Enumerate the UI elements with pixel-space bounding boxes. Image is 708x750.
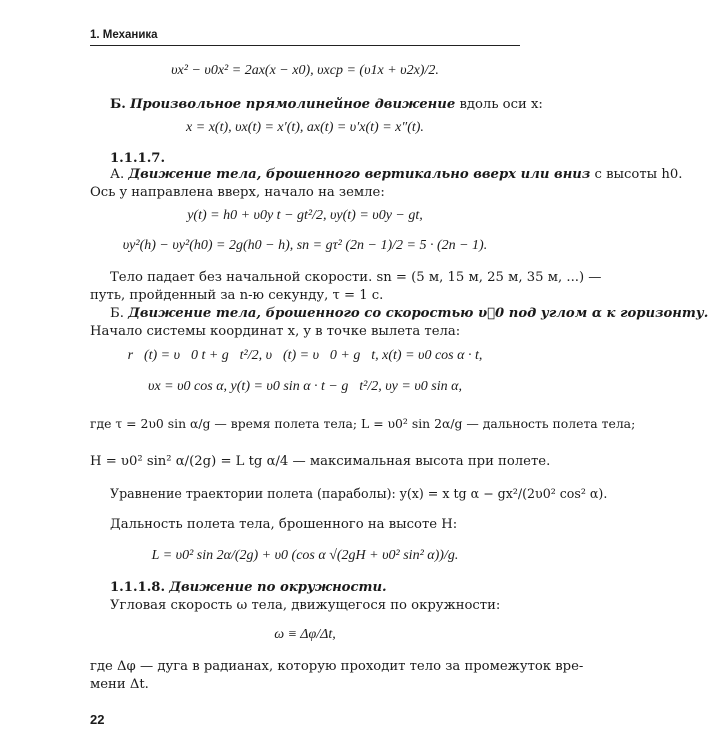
page-number: 22 xyxy=(90,712,105,727)
axis-direction-line: Ось y направлена вверх, начало на земле: xyxy=(90,185,385,200)
arc-definition-line-2: мени Δt. xyxy=(90,677,149,692)
vertical-throw-title: Движение тела, брошенного вертикально вверх или вниз xyxy=(128,167,591,182)
chapter-header: 1. Механика xyxy=(90,29,520,46)
formula-projectile-components: υx = υ0 cos α, y(t) = υ0 sin α · t − g⃗t²/2, υy = υ0 sin α, xyxy=(148,379,462,394)
range-height-line: Дальность полета тела, брошенного на высоте H: xyxy=(110,517,458,532)
formula-range-from-height: L = υ0² sin 2α/(2g) + υ0 (cos α √(2gH + υ0² sin² α))/g. xyxy=(151,548,459,563)
formula-angular-velocity: ω ≡ Δφ/Δt, xyxy=(274,627,336,642)
formula-vertical-velocity: υy²(h) − υy²(h0) = 2g(h0 − h), sn = gτ² (2n − 1)/2 = 5 · (2n − 1). xyxy=(122,238,488,253)
label-b: Б. xyxy=(110,97,126,112)
arbitrary-motion-rest: вдоль оси x: xyxy=(459,97,543,112)
formula-vertical-position: y(t) = h0 + υ0y t − gt²/2, υy(t) = υ0y − gt, xyxy=(187,208,423,223)
section-1-1-1-8-number: 1.1.1.8. xyxy=(110,580,166,595)
formula-derivatives: x = x(t), υx(t) = x′(t), ax(t) = υ′x(t) = x″(t). xyxy=(186,120,424,135)
free-fall-line-1: Тело падает без начальной скорости. sn = (5 м, 15 м, 25 м, 35 м, ...) — xyxy=(110,270,602,285)
section-1-1-1-8-title: Движение по окружности. xyxy=(169,580,387,595)
paragraph-arbitrary-motion xyxy=(90,96,543,114)
free-fall-line-2: путь, пройденный за n-ю секунду, τ = 1 с. xyxy=(90,288,384,303)
arbitrary-motion-title: Произвольное прямолинейное движение xyxy=(130,97,456,112)
vertical-throw-rest: с высоты h0. xyxy=(594,167,683,182)
formula-kinematics-velocity: υx² − υ0x² = 2ax(x − x0), υxср = (υ1x + υ2x)/2. xyxy=(171,63,439,78)
origin-line: Начало системы координат x, y в точке вылета тела: xyxy=(90,324,461,339)
formula-projectile-vectors: r⃗(t) = υ⃗0 t + g⃗t²/2, υ⃗(t) = υ⃗0 + g⃗t, x(t) = υ0 cos α · t, xyxy=(127,348,483,363)
max-height-line: H = υ0² sin² α/(2g) = L tg α/4 — максимальная высота при полете. xyxy=(90,454,551,469)
label-a: А. xyxy=(110,167,125,182)
flight-time-line: где τ = 2υ0 sin α/g — время полета тела; L = υ0² sin 2α/g — дальность полета тела; xyxy=(90,416,636,431)
label-b2: Б. xyxy=(110,306,124,321)
paragraph-vertical-throw xyxy=(90,166,683,184)
arc-definition-line-1: где Δφ — дуга в радианах, которую проходит тело за промежуток вре- xyxy=(90,659,584,674)
trajectory-line: Уравнение траектории полета (параболы): y(x) = x tg α − gx²/(2υ0² cos² α). xyxy=(110,486,608,501)
section-1-1-1-7: 1.1.1.7. xyxy=(110,151,166,166)
section-1-1-1-8 xyxy=(90,579,520,597)
angular-velocity-line: Угловая скорость ω тела, движущегося по окружности: xyxy=(110,598,501,613)
paragraph-projectile xyxy=(90,305,708,323)
projectile-title: Движение тела, брошенного со скоростью υ⃗0 под углом α к горизонту. xyxy=(128,306,708,321)
